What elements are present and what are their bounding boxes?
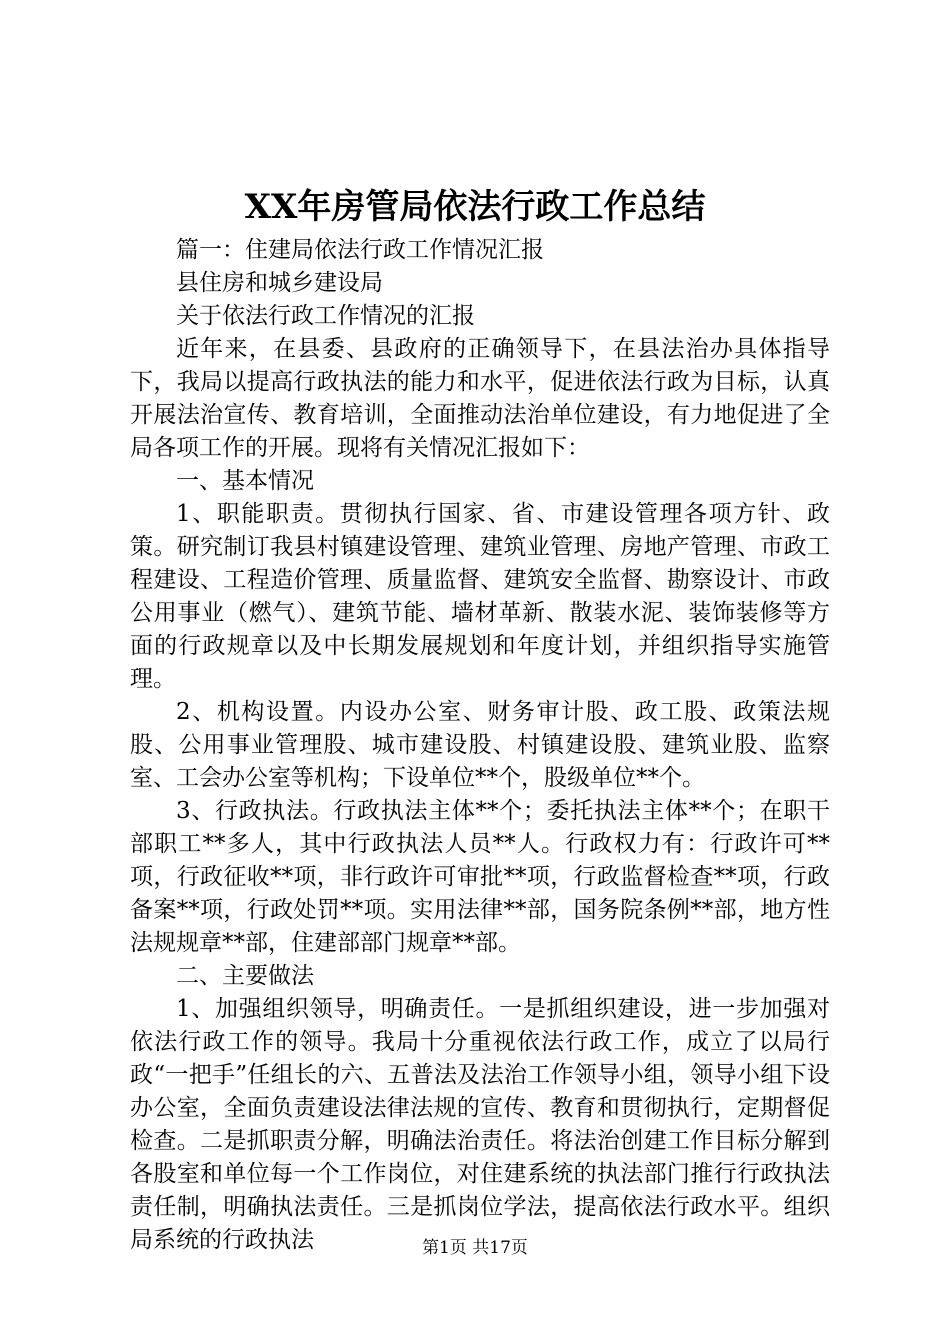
paragraph-intro: 近年来，在县委、县政府的正确领导下，在县法治办具体指导下，我局以提高行政执法的能力和水平，促进依法行政为目标，认真开展法治宣传、教育培训，全面推动法治单位建设，有力地促进了全局各项工作的开展。现将有关情况汇报如下： xyxy=(130,336,830,461)
document-title: XX年房管局依法行政工作总结 xyxy=(244,187,706,227)
paragraph-law-enforcement: 3、行政执法。行政执法主体**个；委托执法主体**个；在职干部职工**多人，其中行政执法人员**人。行政权力有：行政许可**项，行政征收**项，非行政许可审批**项，行政监督检查**项，行政备案**项，行政处罚**项。实用法律**部，国务院条例**部，地方性法规规章**部，住建部部门规章**部。 xyxy=(130,798,830,956)
paragraph-section-basic: 一、基本情况 xyxy=(176,468,314,494)
page-number-footer: 第1页 共17页 xyxy=(422,1238,528,1258)
paragraph-section-practices: 二、主要做法 xyxy=(176,963,314,989)
paragraph-report-title: 关于依法行政工作情况的汇报 xyxy=(176,303,475,329)
document-body xyxy=(130,234,830,1257)
paragraph-heading-part1: 篇一：住建局依法行政工作情况汇报 xyxy=(176,237,544,263)
paragraph-leadership: 1、加强组织领导，明确责任。一是抓组织建设，进一步加强对依法行政工作的领导。我局十分重视依法行政工作，成立了以局行政“一把手”任组长的六、五普法及法治工作领导小组，领导小组下设办公室，全面负责建设法律法规的宣传、教育和贯彻执行，定期督促检查。二是抓职责分解，明确法治责任。将法治创建工作目标分解到各股室和单位每一个工作岗位，对住建系统的执法部门推行行政执法责任制，明确执法责任。三是抓岗位学法，提高依法行政水平。组织局系统的行政执法 xyxy=(130,996,830,1253)
paragraph-org-name: 县住房和城乡建设局 xyxy=(176,270,383,296)
paragraph-organization: 2、机构设置。内设办公室、财务审计股、政工股、政策法规股、公用事业管理股、城市建设股、村镇建设股、建筑业股、监察室、工会办公室等机构；下设单位**个，股级单位**个。 xyxy=(130,699,830,791)
paragraph-duties: 1、职能职责。贯彻执行国家、省、市建设管理各项方针、政策。研究制订我县村镇建设管理、建筑业管理、房地产管理、市政工程建设、工程造价管理、质量监督、建筑安全监督、勘察设计、市政公用事业（燃气）、建筑节能、墙材革新、散装水泥、装饰装修等方面的行政规章以及中长期发展规划和年度计划，并组织指导实施管理。 xyxy=(130,501,830,692)
